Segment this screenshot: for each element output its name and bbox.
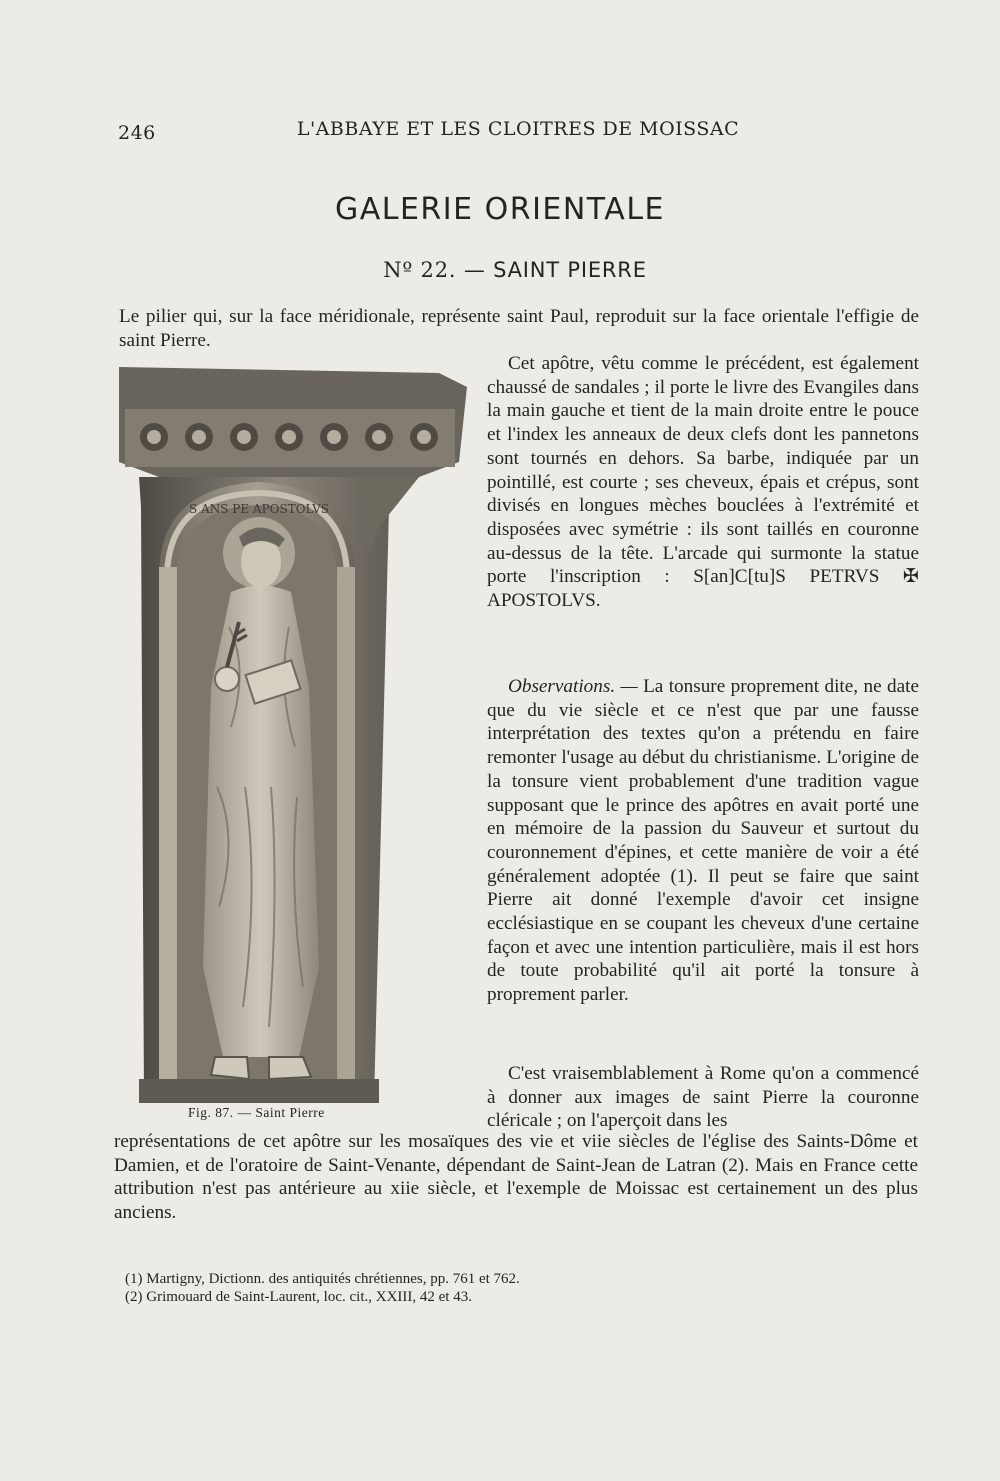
arch-inscription: S ANS PE APOSTOLVS (189, 502, 329, 516)
running-header (118, 118, 918, 148)
paragraph-observations (487, 675, 919, 1007)
entry-name: — SAINT PIERRE (463, 258, 647, 282)
page-number: 246 (118, 122, 156, 144)
paragraph-description: Cet apôtre, vêtu comme le précédent, est également chaussé de sandales ; il porte le livre des Evangiles dans la main gauche et tient de la main droite entre le pouce et l'index les anneaux de deux clefs dont les pannetons sont tournés en dehors. Sa barbe, indiquée par un pointillé, est courte ; ses cheveux, épais et crépus, sont divisés en longues mèches bouclées à l'extrémité et disposées avec symétrie : ils sont taillés en couronne au-dessus de la tête. L'arcade qui surmonte la statue porte l'inscription : S[an]C[tu]S PETRVS ✠ APOSTOLVS. (487, 353, 919, 612)
intro-paragraph: Le pilier qui, sur la face méridionale, représente saint Paul, reproduit sur la face orientale l'effigie de saint Pierre. (119, 306, 919, 351)
observations-lead: Observations. — (508, 676, 638, 697)
footnote-2: (2) Grimouard de Saint-Laurent, loc. cit., XXIII, 42 et 43. (125, 1289, 472, 1305)
paragraph-rome-start: C'est vraisemblablement à Rome qu'on a commencé à donner aux images de saint Pierre la couronne cléricale ; on l'aperçoit dans les (487, 1063, 919, 1132)
entry-number: Nº 22. (383, 258, 457, 282)
paragraph-rome-continued: représentations de cet apôtre sur les mosaïques des vie et viie siècles de l'église des Saints-Dôme et Damien, et de l'oratoire de Saint-Venante, dépendant de Saint-Jean de Latran (2). Mais en France cette attribution n'est pas antérieure au xiie siècle, et l'exemple de Moissac est certainement un des plus anciens. (114, 1131, 918, 1224)
figure-saint-pierre-relief (119, 367, 470, 1103)
running-title: L'ABBAYE ET LES CLOITRES DE MOISSAC (296, 118, 740, 140)
relief-illustration (119, 367, 470, 1103)
subsection-title (0, 258, 1000, 282)
figure-caption: Fig. 87. — Saint Pierre (188, 1105, 325, 1120)
observations-text: La tonsure proprement dite, ne date que du vie siècle et ce n'est que par une fausse interprétation des textes qu'on a prétendu en faire remonter l'usage au début du christianisme. L'origine de la tonsure vient probablement d'une tradition vague supposant que le prince des apôtres en avait porté une en mémoire de la passion du Sauveur et surtout du couronnement d'épines, et cette manière de voir a été généralement adoptée (1). Il peut se faire que saint Pierre ait donné l'exemple d'avoir cet insigne ecclésiastique en se coupant les cheveux d'une certaine façon et avec une intention particulière, mais il est hors de toute probabilité qu'il ait porté la tonsure à proprement parler. (487, 676, 920, 1006)
footnote-1: (1) Martigny, Dictionn. des antiquités chrétiennes, pp. 761 et 762. (125, 1271, 520, 1287)
footnotes (125, 1270, 905, 1306)
section-title: GALERIE ORIENTALE (334, 192, 665, 227)
